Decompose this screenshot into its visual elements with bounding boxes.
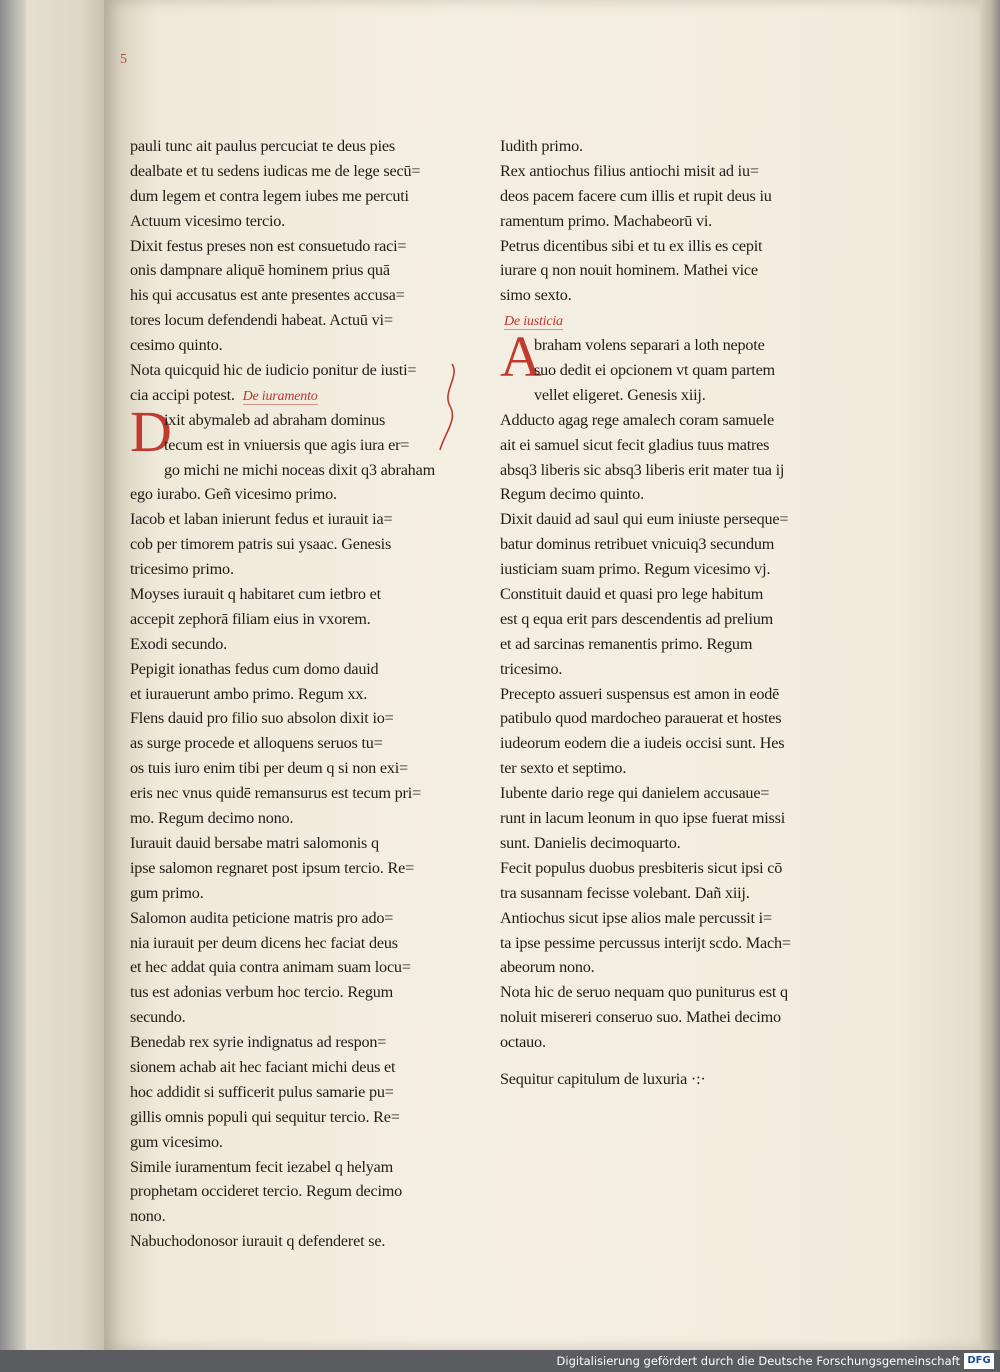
text-line: tores locum defendendi habeat. Actuū vi= <box>130 311 393 330</box>
text-line: secundo. <box>130 1008 186 1027</box>
text-line: accepit zephorā filiam eius in vxorem. <box>130 609 371 628</box>
text-line: suo dedit ei opcionem vt quam partem <box>534 361 775 380</box>
text-line: tra susannam fecisse volebant. Dañ xiij. <box>500 883 750 902</box>
text-line: ait ei samuel sicut fecit gladius tuus matres <box>500 435 770 454</box>
text-line: ixit abymaleb ad abraham dominus <box>164 410 386 429</box>
text-line: tricesimo. <box>500 659 563 678</box>
text-line: Exodi secundo. <box>130 634 228 653</box>
text-line: est q equa erit pars descendentis ad prelium <box>500 609 774 628</box>
dfg-logo: DFG <box>964 1353 994 1369</box>
funding-notice: Digitalisierung gefördert durch die Deutsche Forschungsgemeinschaft <box>556 1354 960 1368</box>
text-line: cia accipi potest. <box>130 385 235 404</box>
text-line: Benedab rex syrie indignatus ad respon= <box>130 1033 387 1052</box>
text-line: Antiochus sicut ipse alios male percussit i= <box>500 908 772 927</box>
text-line: ta ipse pessime percussus interijt scdo. Mach= <box>500 933 791 952</box>
text-line: et hec addat quia contra animam suam locu= <box>130 958 411 977</box>
text-line: as surge procede et alloquens seruos tu= <box>130 734 383 753</box>
text-line: Iurauit dauid bersabe matri salomonis q <box>130 833 379 852</box>
text-line: Nabuchodonosor iurauit q defenderet se. <box>130 1232 386 1251</box>
text-line: braham volens separari a loth nepote <box>534 336 765 355</box>
text-line: dum legem et contra legem iubes me percuti <box>130 186 409 205</box>
left-text-column <box>130 134 442 1254</box>
text-line: Iudith primo. <box>500 137 583 155</box>
rubric-heading: De iuramento <box>242 388 318 404</box>
text-line: sionem achab ait hec faciant michi deus et <box>130 1057 396 1076</box>
text-line: ipse salomon regnaret post ipsum tercio. Re= <box>130 858 414 877</box>
text-line: Iacob et laban inierunt fedus et iurauit ia= <box>130 510 393 529</box>
red-flourish-ornament <box>436 362 464 452</box>
text-line: gillis omnis populi qui sequitur tercio. Re= <box>130 1107 400 1126</box>
text-line: ego iurabo. Geñ vicesimo primo. <box>130 485 337 504</box>
corner-mark: 5 <box>120 52 127 67</box>
text-line: ramentum primo. Machabeorū vi. <box>500 211 713 230</box>
text-line: simo sexto. <box>500 286 572 305</box>
text-line: tecum est in vniuersis que agis iura er= <box>164 435 410 454</box>
text-line: tus est adonias verbum hoc tercio. Regum <box>130 983 394 1002</box>
initial-capital: A <box>500 324 542 390</box>
text-line: Petrus dicentibus sibi et tu ex illis es cepit <box>500 236 763 255</box>
text-line: nia iurauit per deum dicens hec faciat deus <box>130 933 398 952</box>
initial-paragraph <box>500 324 800 408</box>
text-line: his qui accusatus est ante presentes accusa= <box>130 286 405 305</box>
rubric-line-iusticia <box>500 308 800 333</box>
text-line: Fecit populus duobus presbiteris sicut ipsi cō <box>500 858 783 877</box>
text-line: octauo. <box>500 1033 546 1052</box>
text-line: iusticiam suam primo. Regum vicesimo vj. <box>500 560 771 579</box>
text-line: absq3 liberis sic absq3 liberis erit mater tua ij <box>500 460 785 479</box>
text-line: mo. Regum decimo nono. <box>130 809 294 828</box>
text-line: sunt. Danielis decimoquarto. <box>500 833 681 852</box>
text-line: Flens dauid pro filio suo absolon dixit io= <box>130 709 394 728</box>
text-line: runt in lacum leonum in quo ipse fuerat missi <box>500 809 786 828</box>
rubric-line-iuramento <box>130 383 442 408</box>
text-line: batur dominus retribuet vnicuiq3 secundum <box>500 535 775 554</box>
text-line: Moyses iurauit q habitaret cum ietbro et <box>130 585 381 604</box>
footer-bar <box>0 1350 1000 1372</box>
text-line: cesimo quinto. <box>130 336 223 355</box>
text-line: tricesimo primo. <box>130 560 234 579</box>
text-line: hoc addidit si sufficerit pulus samarie pu= <box>130 1082 394 1101</box>
text-line: noluit misereri conseruo suo. Mathei decimo <box>500 1008 781 1027</box>
initial-capital: D <box>130 398 172 464</box>
text-line: Nota quicquid hic de iudicio ponitur de iusti= <box>130 361 417 380</box>
text-line: Salomon audita peticione matris pro ado= <box>130 908 394 927</box>
text-line: gum primo. <box>130 883 204 902</box>
text-line: et ad sarcinas remanentis primo. Regum <box>500 634 753 653</box>
text-line: cob per timorem patris sui ysaac. Genesis <box>130 535 392 554</box>
closing-line: Sequitur capitulum de luxuria ·:· <box>500 1069 706 1088</box>
text-line: Precepto assueri suspensus est amon in eodē <box>500 684 780 703</box>
text-line: deos pacem facere cum illis et rupit deus iu <box>500 186 772 205</box>
text-line: dealbate et tu sedens iudicas me de lege secū= <box>130 161 421 180</box>
text-line: iurare q non nouit hominem. Mathei vice <box>500 261 758 280</box>
initial-paragraph <box>130 398 442 508</box>
text-line: Pepigit ionathas fedus cum domo dauid <box>130 659 379 678</box>
text-line: Actuum vicesimo tercio. <box>130 211 285 230</box>
text-line: Dixit festus preses non est consuetudo raci= <box>130 236 407 255</box>
text-line: Iubente dario rege qui danielem accusaue= <box>500 784 770 803</box>
text-line: os tuis iuro enim tibi per deum q si non exi= <box>130 759 408 778</box>
text-line: eris nec vnus quidē remansurus est tecum pri= <box>130 784 421 803</box>
text-line: et iurauerunt ambo primo. Regum xx. <box>130 684 368 703</box>
text-line: ter sexto et septimo. <box>500 759 627 778</box>
text-line: nono. <box>130 1207 166 1226</box>
scan-background-left <box>0 0 26 1350</box>
text-line: iudeorum eodem die a iudeis occisi sunt. Hes <box>500 734 785 753</box>
text-line: Rex antiochus filius antiochi misit ad iu= <box>500 161 759 180</box>
facing-page-edge <box>26 0 105 1350</box>
text-line: pauli tunc ait paulus percuciat te deus pies <box>130 137 395 155</box>
right-text-column <box>500 134 800 1092</box>
text-line: Regum decimo quinto. <box>500 485 644 504</box>
text-line: Adducto agag rege amalech coram samuele <box>500 410 774 429</box>
text-line: Dixit dauid ad saul qui eum iniuste perseque= <box>500 510 789 529</box>
text-line: vellet eligeret. Genesis xiij. <box>534 385 706 404</box>
text-line: prophetam occideret tercio. Regum decimo <box>130 1182 403 1201</box>
text-line: abeorum nono. <box>500 958 595 977</box>
text-line: onis dampnare aliquē hominem prius quā <box>130 261 390 280</box>
text-line: Nota hic de seruo nequam quo puniturus est q <box>500 983 788 1002</box>
text-line: Simile iuramentum fecit iezabel q helyam <box>130 1157 394 1176</box>
rubric-heading: De iusticia <box>504 314 563 330</box>
text-line: go michi ne michi noceas dixit q3 abraham <box>164 460 435 479</box>
text-line: Constituit dauid et quasi pro lege habitum <box>500 585 764 604</box>
page-right-edge <box>980 0 1000 1350</box>
text-line: patibulo quod mardocheo parauerat et hostes <box>500 709 782 728</box>
text-line: gum vicesimo. <box>130 1132 223 1151</box>
